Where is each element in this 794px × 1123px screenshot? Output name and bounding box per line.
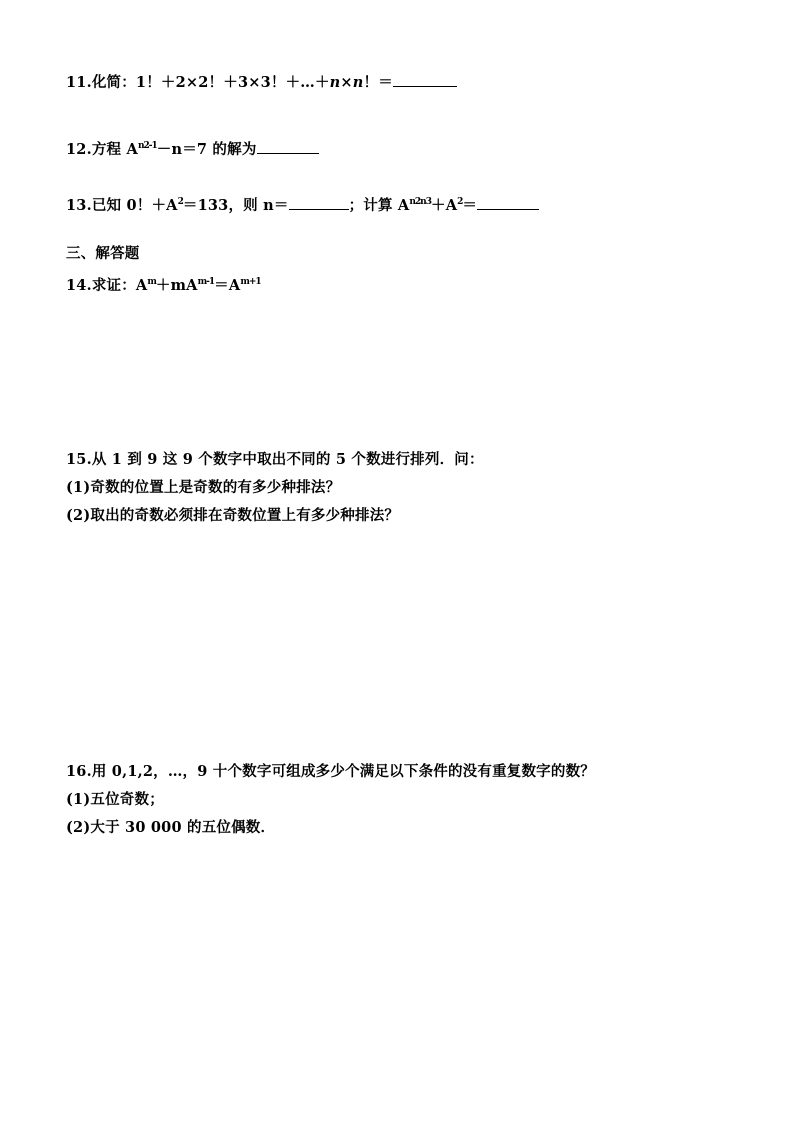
question-15-part-2: (2)取出的奇数必须排在奇数位置上有多少种排法？ — [66, 507, 400, 524]
question-13 — [66, 193, 539, 215]
question-text: ＝133，则 n＝ — [182, 197, 289, 214]
superscript: m — [147, 277, 156, 287]
question-text: 已知 0！＋A — [91, 197, 178, 214]
question-text: ；计算 A — [348, 197, 410, 214]
question-number: 11. — [66, 74, 92, 91]
superscript: m+1 — [240, 277, 261, 287]
question-stem: 用 0,1,2，…，9 十个数字可组成多少个满足以下条件的没有重复数字的数？ — [91, 763, 595, 780]
question-12 — [66, 137, 319, 159]
question-11 — [66, 72, 457, 92]
question-number: 14. — [66, 277, 92, 294]
question-stem: 从 1 到 9 这 9 个数字中取出不同的 5 个数进行排列．问： — [91, 451, 484, 468]
times-sign: × — [340, 74, 353, 91]
question-number: 13. — [66, 197, 92, 214]
question-text: ＝ — [462, 197, 478, 214]
question-number: 15. — [66, 451, 92, 468]
section-title: 三、解答题 — [66, 245, 140, 262]
question-number: 12. — [66, 141, 92, 158]
question-text: 化简：1！＋2×2！＋3×3！＋…＋ — [91, 74, 330, 91]
superscript: n2n3 — [409, 197, 431, 207]
variable-n: n — [352, 74, 364, 91]
superscript: 2 — [457, 197, 463, 207]
answer-blank[interactable] — [393, 72, 457, 87]
question-text: ＋A — [431, 197, 458, 214]
superscript: 2 — [177, 197, 183, 207]
question-15-part-1: (1)奇数的位置上是奇数的有多少种排法？ — [66, 479, 341, 496]
question-text: 方程 A — [91, 141, 138, 158]
question-16 — [66, 763, 595, 781]
question-number: 16. — [66, 763, 92, 780]
question-16-part-2: (2)大于 30 000 的五位偶数． — [66, 819, 276, 836]
question-text: 求证：A — [91, 277, 148, 294]
answer-blank[interactable] — [477, 195, 539, 210]
question-text: ！＝ — [363, 74, 393, 91]
superscript: m-1 — [197, 277, 215, 287]
variable-n: n — [329, 74, 341, 91]
superscript: n2-1 — [137, 141, 157, 151]
question-text: －n＝7 的解为 — [156, 141, 257, 158]
question-text: ＋mA — [155, 277, 198, 294]
question-16-part-1: (1)五位奇数； — [66, 791, 164, 808]
answer-blank[interactable] — [289, 195, 349, 210]
question-text: ＝A — [214, 277, 241, 294]
answer-blank[interactable] — [257, 139, 319, 154]
question-15 — [66, 451, 484, 469]
question-14 — [66, 273, 261, 295]
